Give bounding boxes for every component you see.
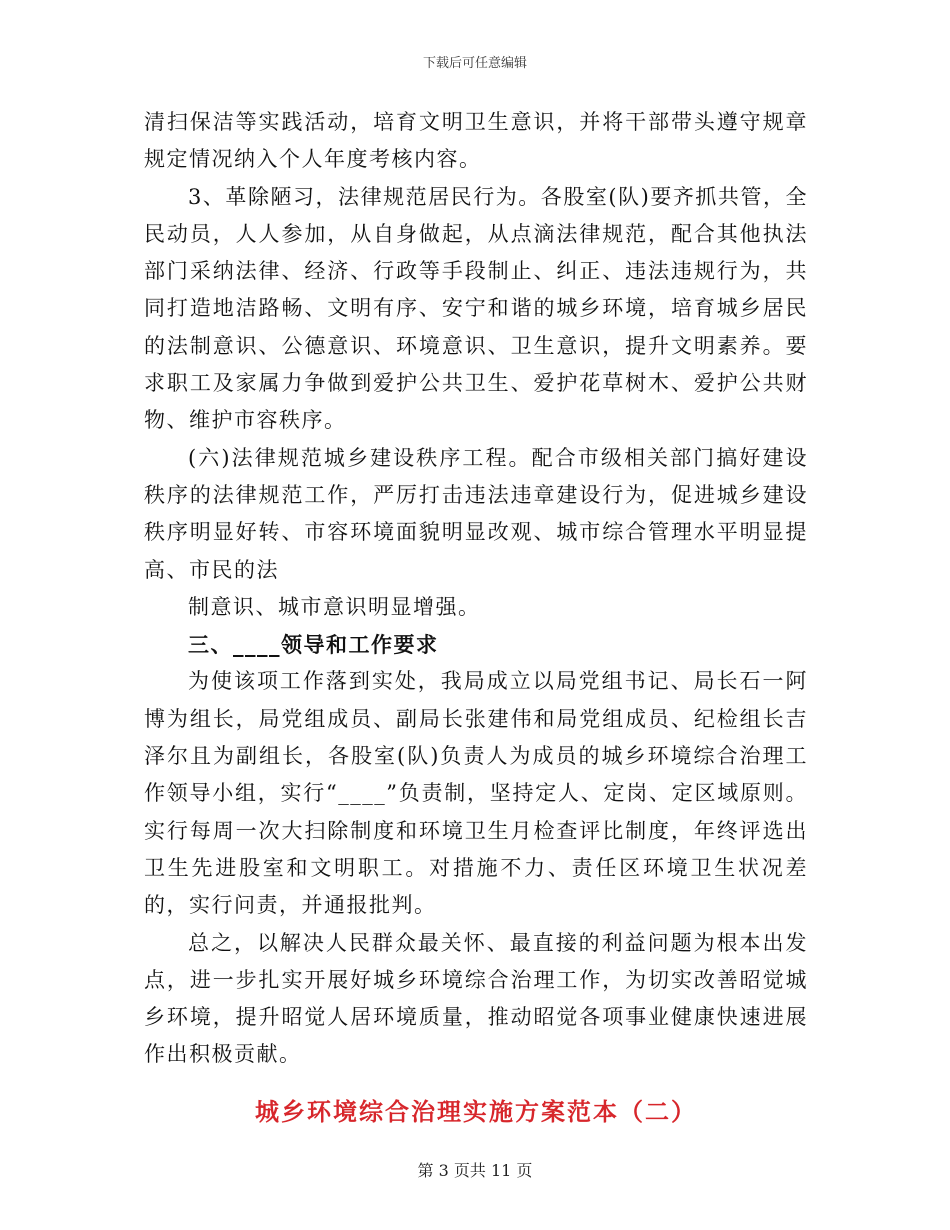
document-title: 城乡环境综合治理实施方案范本（二） xyxy=(255,1097,697,1126)
section-heading: 三、____领导和工作要求 xyxy=(188,632,439,658)
paragraph-1: 清扫保洁等实践活动，培育文明卫生意识，并将干部带头遵守规章规定情况纳入个人年度考核内容。 xyxy=(144,110,808,172)
page-header: 下载后可任意编辑 xyxy=(422,56,527,71)
paragraph-6: 总之，以解决人民群众最关怀、最直接的利益问题为根本出发点，进一步扎实开展好城乡环境综合治理工作，为切实改善昭觉城乡环境，提升昭觉人居环境质量，推动昭觉各项事业健康快速进展作出积极贡献。 xyxy=(144,930,808,1067)
paragraph-3: (六)法律规范城乡建设秩序工程。配合市级相关部门搞好建设秩序的法律规范工作，严厉打击违法违章建设行为，促进城乡建设秩序明显好转、市容环境面貌明显改观、城市综合管理水平明显提高、市民的法 xyxy=(144,445,808,582)
paragraph-2: 3、革除陋习，法律规范居民行为。各股室(队)要齐抓共管，全民动员，人人参加，从自身做起，从点滴法律规范，配合其他执法部门采纳法律、经济、行政等手段制止、纠正、违法违规行为，共同打造地洁路畅、文明有序、安宁和谐的城乡环境，培育城乡居民的法制意识、公德意识、环境意识、卫生意识，提升文明素养。要求职工及家属力争做到爱护公共卫生、爱护花草树木、爱护公共财物、维护市容秩序。 xyxy=(144,184,808,433)
paragraph-5: 为使该项工作落到实处，我局成立以局党组书记、局长石一阿博为组长，局党组成员、副局长张建伟和局党组成员、纪检组长吉泽尔且为副组长，各股室(队)负责人为成员的城乡环境综合治理工作领导小组，实行“____”负责制，坚持定人、定岗、定区域原则。实行每周一次大扫除制度和环境卫生月检查评比制度，年终评选出卫生先进股室和文明职工。对措施不力、责任区环境卫生状况差的，实行问责，并通报批判。 xyxy=(144,669,808,918)
page-footer: 第 3 页共 11 页 xyxy=(417,1161,533,1180)
paragraph-4: 制意识、城市意识明显增强。 xyxy=(188,594,481,619)
document-body xyxy=(144,104,808,1127)
